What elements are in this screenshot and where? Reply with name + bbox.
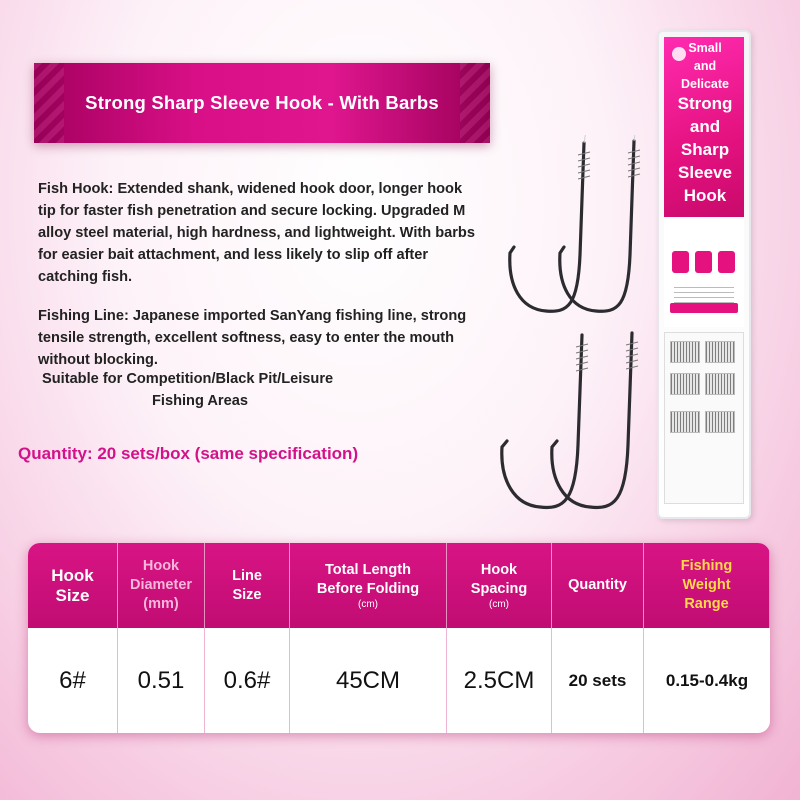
box-small-line-1: Small [688,41,722,55]
box-strong-line-3: Sharp [680,140,730,159]
cell-hook-spacing: 2.5CM [447,628,552,733]
line-description-text: Fishing Line: Japanese imported SanYang fishing line, strong tensile strength, excellent softness, easy to enter the mouth without blocking. [38,308,467,368]
cell-total-length: 45CM [290,628,447,733]
header-hook-spacing: Hook Spacing (cm) [447,543,552,628]
header-weight-range: Fishing Weight Range [644,543,770,628]
spec-table [28,543,770,733]
product-box-image [657,30,751,519]
cell-hook-size: 6# [28,628,118,733]
fishing-hooks-image [480,135,660,520]
hook-description-text: Fish Hook: Extended shank, widened hook door, longer hook tip for faster fish penetration and secure locking. Upgraded M alloy steel material, high hardness, and lightweight. With barbs for easier bait attachment, and less likely to slip off after catching fish. [38,181,475,285]
line-coil-icon [705,373,735,395]
line-description [38,305,478,371]
quantity-text: Quantity: 20 sets/box (same specification) [18,444,359,463]
box-small-line-3: Delicate [681,77,729,91]
box-count-strip [670,303,738,313]
cell-weight-range: 0.15-0.4kg [665,670,749,690]
line-coil-icon [670,373,700,395]
suitable-line-1: Suitable for Competition/Black Pit/Leisure [42,371,334,387]
box-badge-icon [672,251,689,273]
header-hook-diameter: Hook Diameter (mm) [118,543,205,628]
box-badge-icon [695,251,712,273]
line-coil-icon [705,341,735,363]
suitable-line-2: Fishing Areas [152,393,248,409]
box-strong-line-1: Strong [677,94,733,113]
cell-line-size: 0.6# [205,628,290,733]
header-quantity: Quantity [552,543,644,628]
title-banner [34,63,490,143]
line-coil-icon [670,411,700,433]
suitable-areas [42,368,442,412]
header-line-size: Line Size [205,543,290,628]
header-total-length: Total Length Before Folding (cm) [290,543,447,628]
line-coil-icon [705,411,735,433]
box-strong-line-4: Sleeve [678,163,732,182]
cell-hook-diameter: 0.51 [118,628,205,733]
cell-quantity: 20 sets [552,628,644,733]
box-small-text [670,39,740,93]
box-small-line-2: and [693,59,717,73]
box-strong-line-5: Hook [683,186,727,205]
header-hook-size: Hook Size [28,543,118,628]
box-compartment [664,332,744,504]
hook-description [38,178,478,288]
box-strong-text [670,92,740,207]
box-info-panel [664,217,744,327]
box-label [664,37,744,217]
banner-title: Strong Sharp Sleeve Hook - With Barbs [85,92,439,113]
box-badge-icon [718,251,735,273]
line-coil-icon [670,341,700,363]
box-strong-line-2: and [689,117,721,136]
